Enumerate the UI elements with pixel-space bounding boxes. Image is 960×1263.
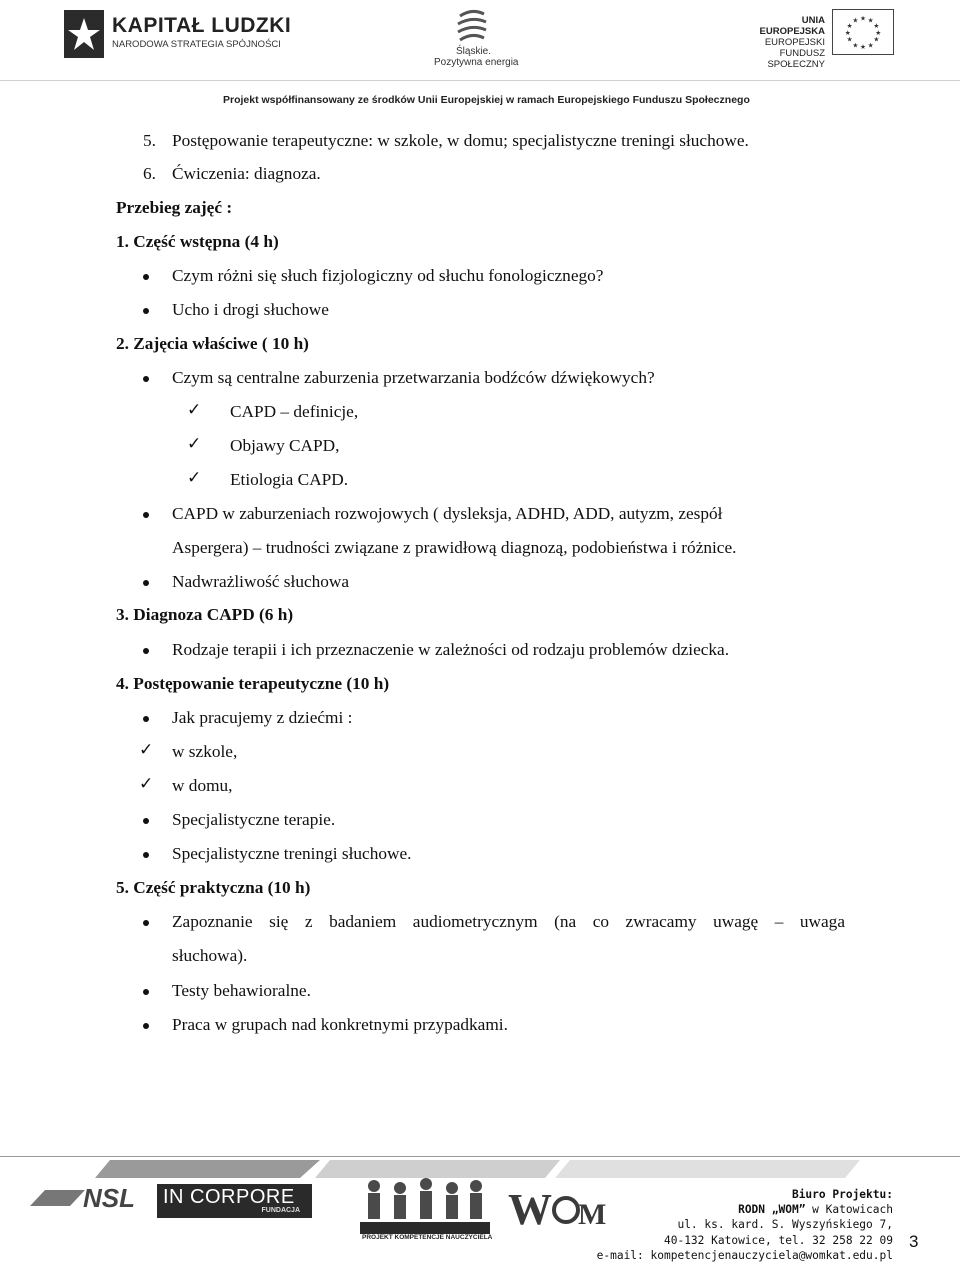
eu-line-3: FUNDUSZ SPOŁECZNY: [767, 48, 825, 70]
svg-text:NSL: NSL: [83, 1183, 135, 1213]
eu-flag-icon: [832, 9, 894, 55]
people-figures-logo: [360, 1176, 490, 1234]
page-number: 3: [909, 1232, 919, 1251]
bullet-item: Nadwrażliwość słuchowa: [172, 572, 350, 591]
kapital-ludzki-subtitle: NARODOWA STRATEGIA SPÓJNOŚCI: [112, 39, 281, 50]
slaskie-name: Śląskie.: [456, 46, 492, 57]
svg-text:★: ★: [867, 41, 874, 50]
check-icon: ✓: [187, 400, 202, 419]
biuro-org-city: w Katowicach: [805, 1203, 893, 1217]
list-item-6-number: 6.: [143, 164, 156, 183]
bullet-item-continuation: Aspergera) – trudności związane z prawidłową diagnozą, podobieństwa i różnice.: [172, 538, 737, 557]
page-header: [0, 0, 960, 112]
biuro-address-line-1: ul. ks. kard. S. Wyszyńskiego 7,: [677, 1218, 893, 1232]
check-icon: ✓: [187, 434, 202, 453]
biuro-org-name: RODN „WOM”: [738, 1203, 806, 1217]
projekt-label: PROJEKT KOMPETENCJE NAUCZYCIELA: [362, 1234, 493, 1241]
biuro-email: e-mail: kompetencjenauczyciela@womkat.edu.pl: [596, 1248, 893, 1262]
check-item: CAPD – definicje,: [230, 402, 359, 421]
slaskie-slogan: Pozytywna energia: [434, 57, 519, 68]
check-icon: ✓: [187, 468, 202, 487]
eu-line-1: UNIA EUROPEJSKA: [759, 15, 825, 37]
bullet-item: Jak pracujemy z dziećmi :: [172, 708, 353, 727]
svg-text:★: ★: [852, 41, 859, 50]
svg-text:★: ★: [846, 22, 853, 31]
svg-text:★: ★: [875, 28, 882, 37]
svg-text:★: ★: [844, 28, 851, 37]
check-item: Objawy CAPD,: [230, 436, 340, 455]
svg-text:W: W: [508, 1185, 552, 1234]
check-icon: ✓: [139, 740, 154, 759]
svg-text:★: ★: [873, 22, 880, 31]
section-4-heading: 4. Postępowanie terapeutyczne (10 h): [116, 674, 390, 693]
svg-text:★: ★: [860, 43, 866, 52]
kapital-ludzki-logo: [60, 6, 108, 62]
bullet-item: Testy behawioralne.: [172, 981, 311, 1000]
header-divider: [0, 80, 960, 81]
in-corpore-subtitle: FUNDACJA: [261, 1207, 300, 1214]
section-2-heading-text: 2. Zajęcia właściwe ( 10 h): [116, 334, 309, 353]
bullet-item: CAPD w zaburzeniach rozwojowych ( dysleksja, ADHD, ADD, autyzm, zespół: [172, 504, 723, 523]
project-office-info: [563, 1187, 893, 1263]
svg-text:★: ★: [852, 16, 859, 25]
biuro-address-line-2: 40-132 Katowice, tel. 32 258 22 09: [663, 1233, 893, 1247]
nsl-logo: [25, 1180, 145, 1216]
svg-text:★: ★: [867, 16, 874, 25]
kapital-ludzki-title: KAPITAŁ LUDZKI: [112, 14, 292, 37]
footer-divider: [0, 1156, 960, 1157]
in-corpore-logo: [157, 1184, 312, 1218]
bullet-item-continuation: słuchowa).: [172, 946, 248, 965]
list-item-5: Postępowanie terapeutyczne: w szkole, w domu; specjalistyczne treningi słuchowe.: [172, 131, 749, 150]
course-heading: Przebieg zajęć :: [116, 198, 233, 217]
svg-text:★: ★: [846, 35, 853, 44]
svg-text:M: M: [578, 1198, 607, 1231]
slaskie-logo: [452, 6, 492, 44]
bullet-item: Praca w grupach nad konkretnymi przypadkami.: [172, 1015, 508, 1034]
section-1-heading: 1. Część wstępna (4 h): [116, 232, 279, 251]
bullet-item: Specjalistyczne treningi słuchowe.: [172, 844, 412, 863]
bullet-item: Czym są centralne zaburzenia przetwarzania bodźców dźwiękowych?: [172, 368, 655, 387]
bullet-item: Czym różni się słuch fizjologiczny od słuchu fonologicznego?: [172, 266, 604, 285]
list-item-5-number: 5.: [143, 131, 156, 150]
cofinancing-note: Projekt współfinansowany ze środków Unii Europejskiej w ramach Europejskiego Funduszu Społecznego: [223, 94, 750, 106]
section-2-heading: [116, 334, 309, 354]
bullet-item: Ucho i drogi słuchowe: [172, 300, 329, 319]
check-icon: ✓: [139, 774, 154, 793]
eu-label: [740, 15, 825, 70]
bullet-item: Specjalistyczne terapie.: [172, 810, 336, 829]
svg-text:★: ★: [873, 35, 880, 44]
bullet-item: Zapoznanie się z badaniem audiometrycznym (na co zwracamy uwagę – uwaga: [172, 912, 845, 931]
check-item: w domu,: [172, 776, 233, 795]
check-item: Etiologia CAPD.: [230, 470, 349, 489]
section-5-heading: 5. Część praktyczna (10 h): [116, 878, 311, 897]
in-corpore-title: IN CORPORE: [163, 1186, 295, 1208]
svg-text:★: ★: [860, 14, 866, 23]
biuro-organization: [563, 1202, 893, 1217]
check-item: w szkole,: [172, 742, 238, 761]
bullet-item: Rodzaje terapii i ich przeznaczenie w zależności od rodzaju problemów dziecka.: [172, 640, 730, 659]
list-item-6: Ćwiczenia: diagnoza.: [172, 164, 321, 183]
biuro-title: Biuro Projektu:: [791, 1188, 893, 1201]
section-3-heading: 3. Diagnoza CAPD (6 h): [116, 605, 294, 624]
eu-line-2: EUROPEJSKI: [764, 37, 825, 48]
